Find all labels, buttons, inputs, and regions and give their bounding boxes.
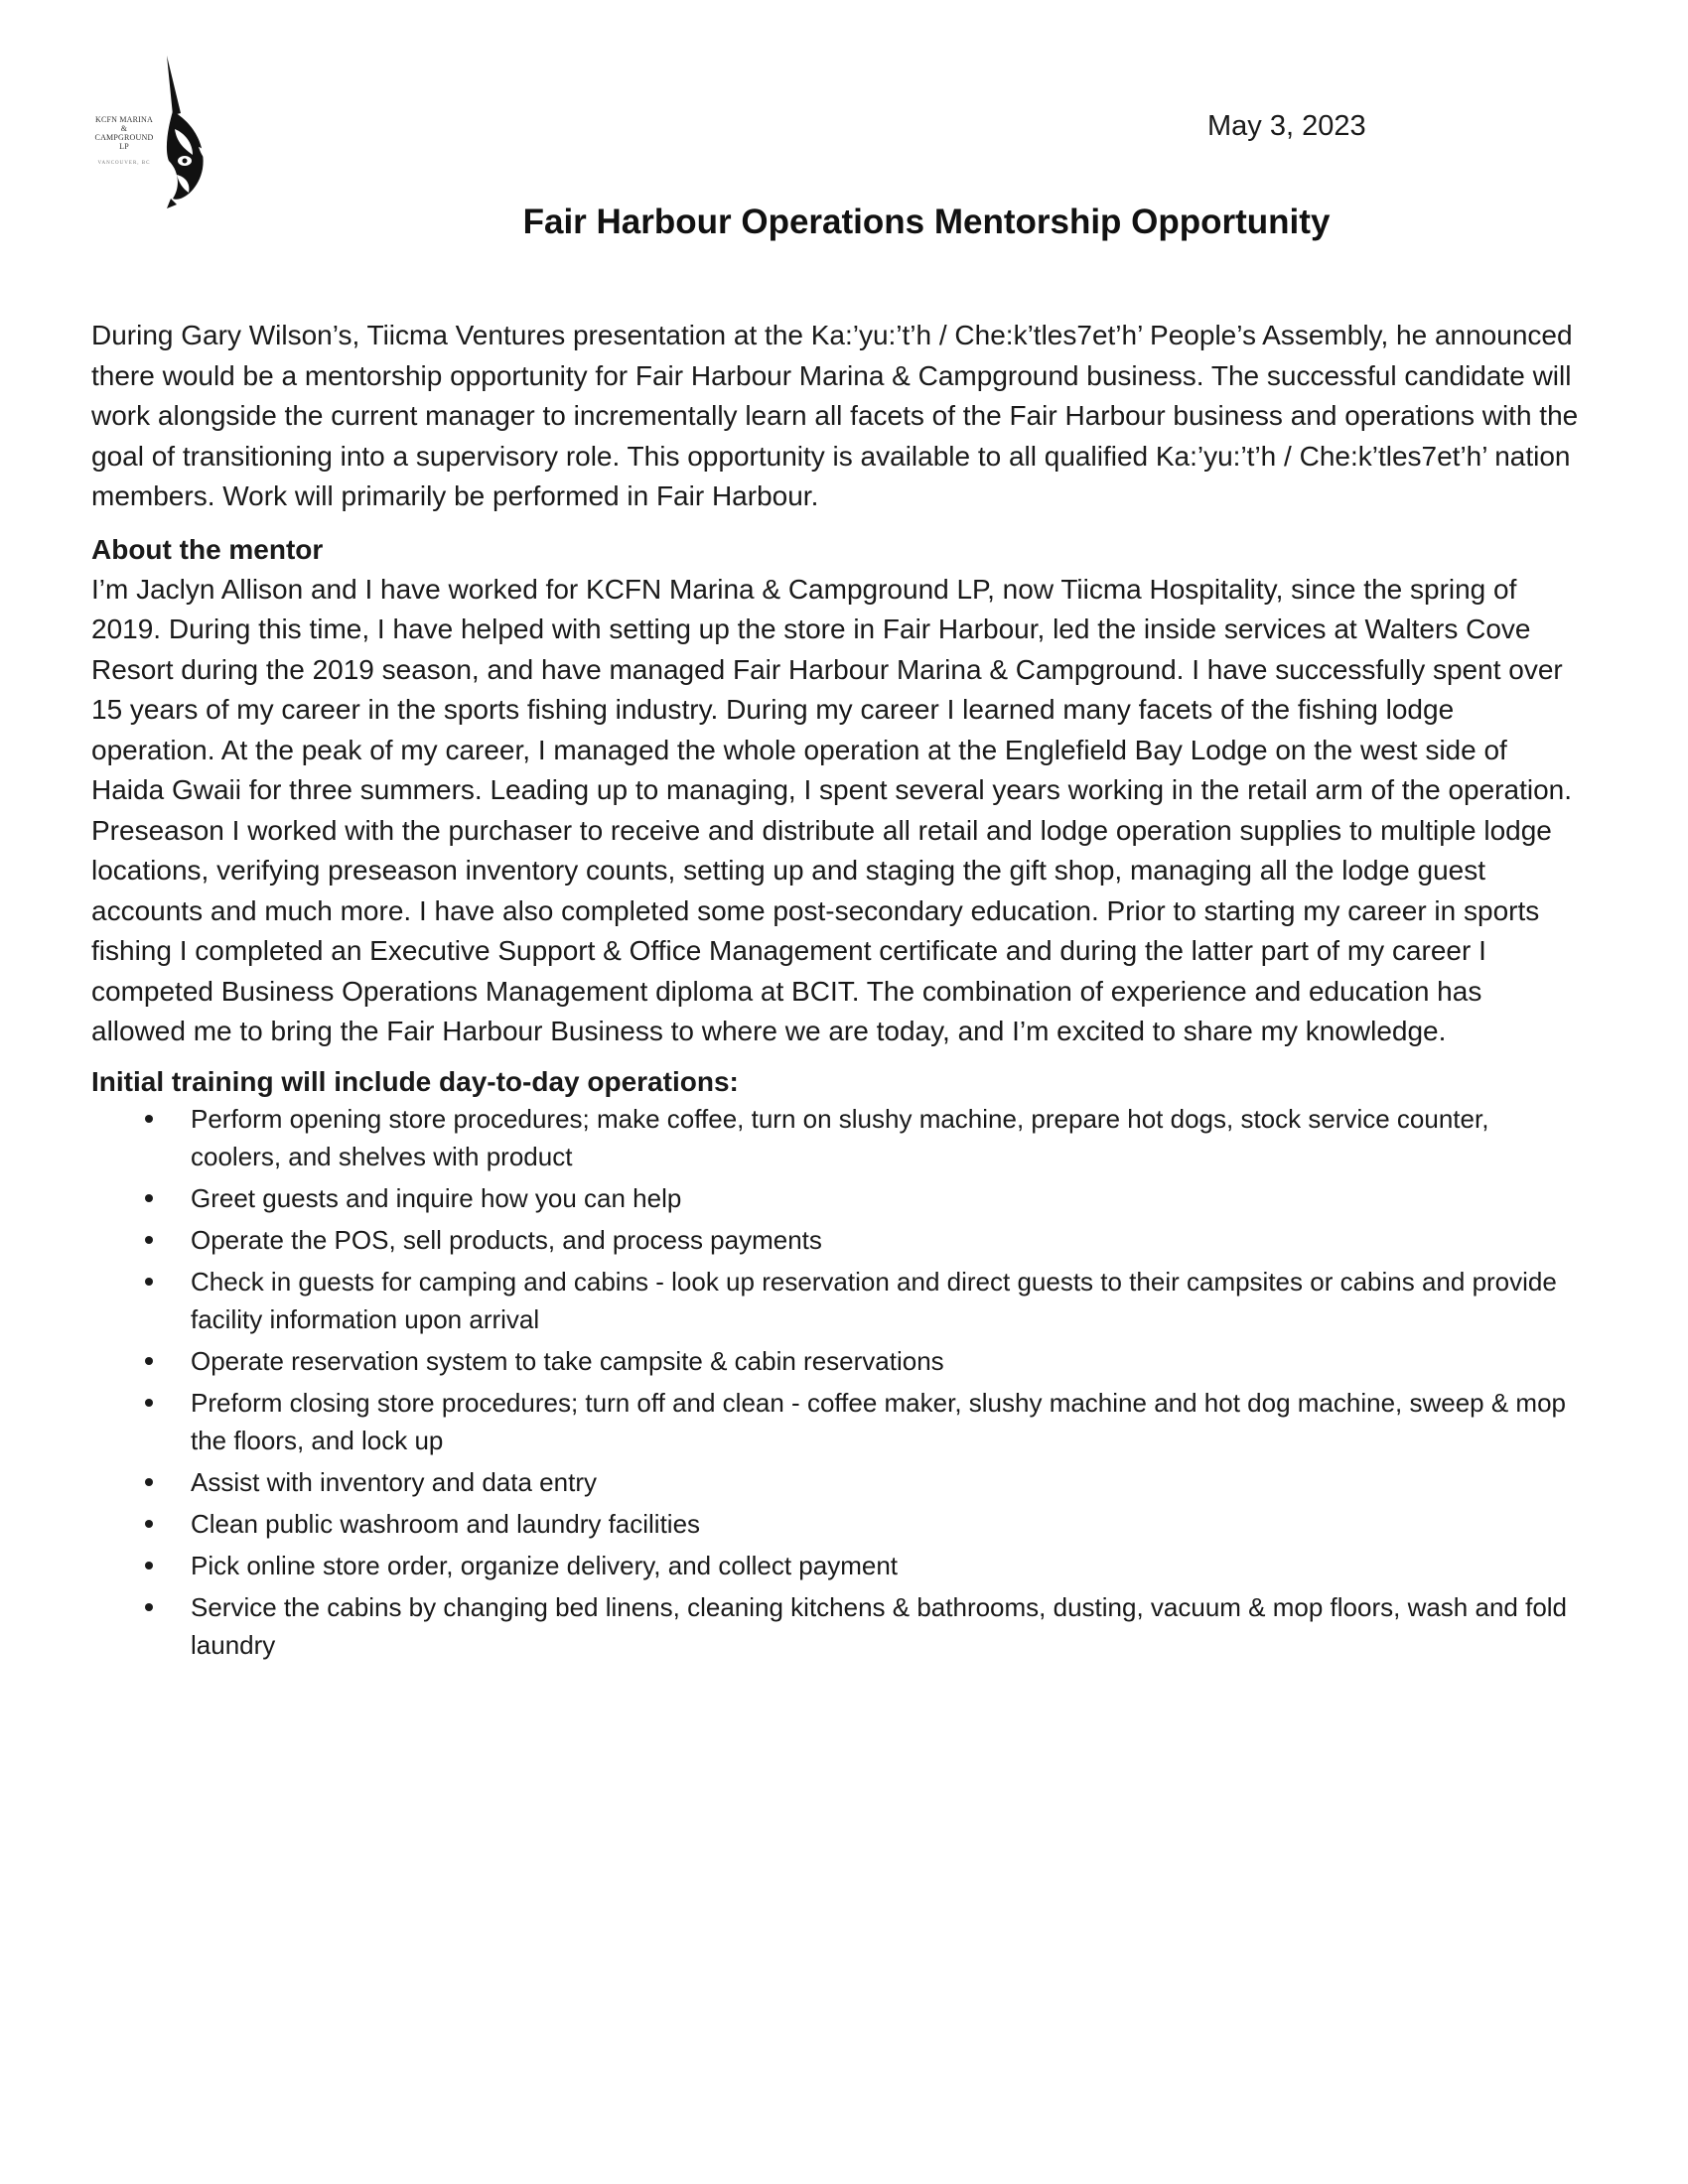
bullet-icon	[145, 1478, 153, 1486]
list-item-text: Greet guests and inquire how you can help	[191, 1182, 682, 1213]
list-item-text: Check in guests for camping and cabins - look up reservation and direct guests to their campsites or cabins and provide facility information upon arrival	[191, 1266, 1557, 1334]
list-item-text: Assist with inventory and data entry	[191, 1466, 597, 1497]
list-item	[91, 1463, 1581, 1501]
list-item	[91, 1263, 1581, 1338]
bullet-icon	[145, 1115, 153, 1123]
logo-line: &	[120, 124, 128, 133]
list-item-text: Operate the POS, sell products, and process payments	[191, 1224, 822, 1255]
intro-paragraph: During Gary Wilson’s, Tiicma Ventures presentation at the Ka:’yu:’t’h / Che:k’tles7et’h’ People’s Assembly, he announced there would be a mentorship opportunity for Fair Harbour Marina & Campground business. The successful candidate will work alongside the current manager to incrementally learn all facets of the Fair Harbour business and operations with the goal of transitioning into a supervisory role. This opportunity is available to all qualified Ka:’yu:’t’h / Che:k’tles7et’h’ nation members. Work will primarily be performed in Fair Harbour.	[91, 320, 1579, 511]
logo-line: KCFN MARINA	[95, 115, 153, 124]
bullet-icon	[145, 1603, 153, 1611]
list-item	[91, 1179, 1581, 1217]
list-item	[91, 1100, 1581, 1175]
logo-line: LP	[119, 142, 129, 151]
list-item-text: Preform closing store procedures; turn off and clean - coffee maker, slushy machine and hot dog machine, sweep & mop the floors, and lock up	[191, 1387, 1567, 1455]
training-heading: Initial training will include day-to-day operations:	[91, 1065, 739, 1097]
bullet-icon	[145, 1194, 153, 1202]
training-list	[91, 1100, 1581, 1664]
bullet-icon	[145, 1357, 153, 1365]
bullet-icon	[145, 1399, 153, 1407]
list-item-text: Service the cabins by changing bed linens, cleaning kitchens & bathrooms, dusting, vacuum & mop floors, wash and fold laundry	[191, 1591, 1568, 1660]
document-title: Fair Harbour Operations Mentorship Opportunity	[522, 203, 1331, 241]
logo-line: CAMPGROUND	[94, 133, 154, 142]
list-item	[91, 1384, 1581, 1459]
list-item-text: Perform opening store procedures; make coffee, turn on slushy machine, prepare hot dogs, stock service counter, coolers, and shelves with product	[191, 1103, 1489, 1171]
list-item	[91, 1342, 1581, 1380]
bullet-icon	[145, 1562, 153, 1570]
document-body	[91, 316, 1581, 1668]
document-date: May 3, 2023	[1207, 110, 1366, 142]
list-item	[91, 1505, 1581, 1543]
list-item-text: Operate reservation system to take campsite & cabin reservations	[191, 1345, 944, 1376]
list-item-text: Pick online store order, organize delivery, and collect payment	[191, 1550, 899, 1580]
bullet-icon	[145, 1236, 153, 1244]
company-logo	[81, 52, 240, 210]
list-item-text: Clean public washroom and laundry facilities	[191, 1508, 701, 1539]
bullet-icon	[145, 1520, 153, 1528]
mentor-paragraph: I’m Jaclyn Allison and I have worked for KCFN Marina & Campground LP, now Tiicma Hospitality, since the spring of 2019. During this time, I have helped with setting up the store in Fair Harbour, led the inside services at Walters Cove Resort during the 2019 season, and have managed Fair Harbour Marina & Campground. I have successfully spent over 15 years of my career in the sports fishing industry. During my career I learned many facets of the fishing lodge operation. At the peak of my career, I managed the whole operation at the Englefield Bay Lodge on the west side of Haida Gwaii for three summers. Leading up to managing, I spent several years working in the retail arm of the operation. Preseason I worked with the purchaser to receive and distribute all retail and lodge operation supplies to multiple lodge locations, verifying preseason inventory counts, setting up and staging the gift shop, managing all the lodge guest accounts and much more. I have also completed some post-secondary education. Prior to starting my career in sports fishing I completed an Executive Support & Office Management certificate and during the latter part of my career I competed Business Operations Management diploma at BCIT. The combination of experience and education has allowed me to bring the Fair Harbour Business to where we are today, and I’m excited to share my knowledge.	[91, 573, 1572, 1046]
logo-text	[81, 115, 167, 151]
list-item	[91, 1588, 1581, 1664]
list-item	[91, 1547, 1581, 1584]
list-item	[91, 1221, 1581, 1259]
logo-subtext: VANCOUVER, BC	[97, 161, 151, 166]
bullet-icon	[145, 1278, 153, 1286]
mentor-heading: About the mentor	[91, 533, 324, 565]
